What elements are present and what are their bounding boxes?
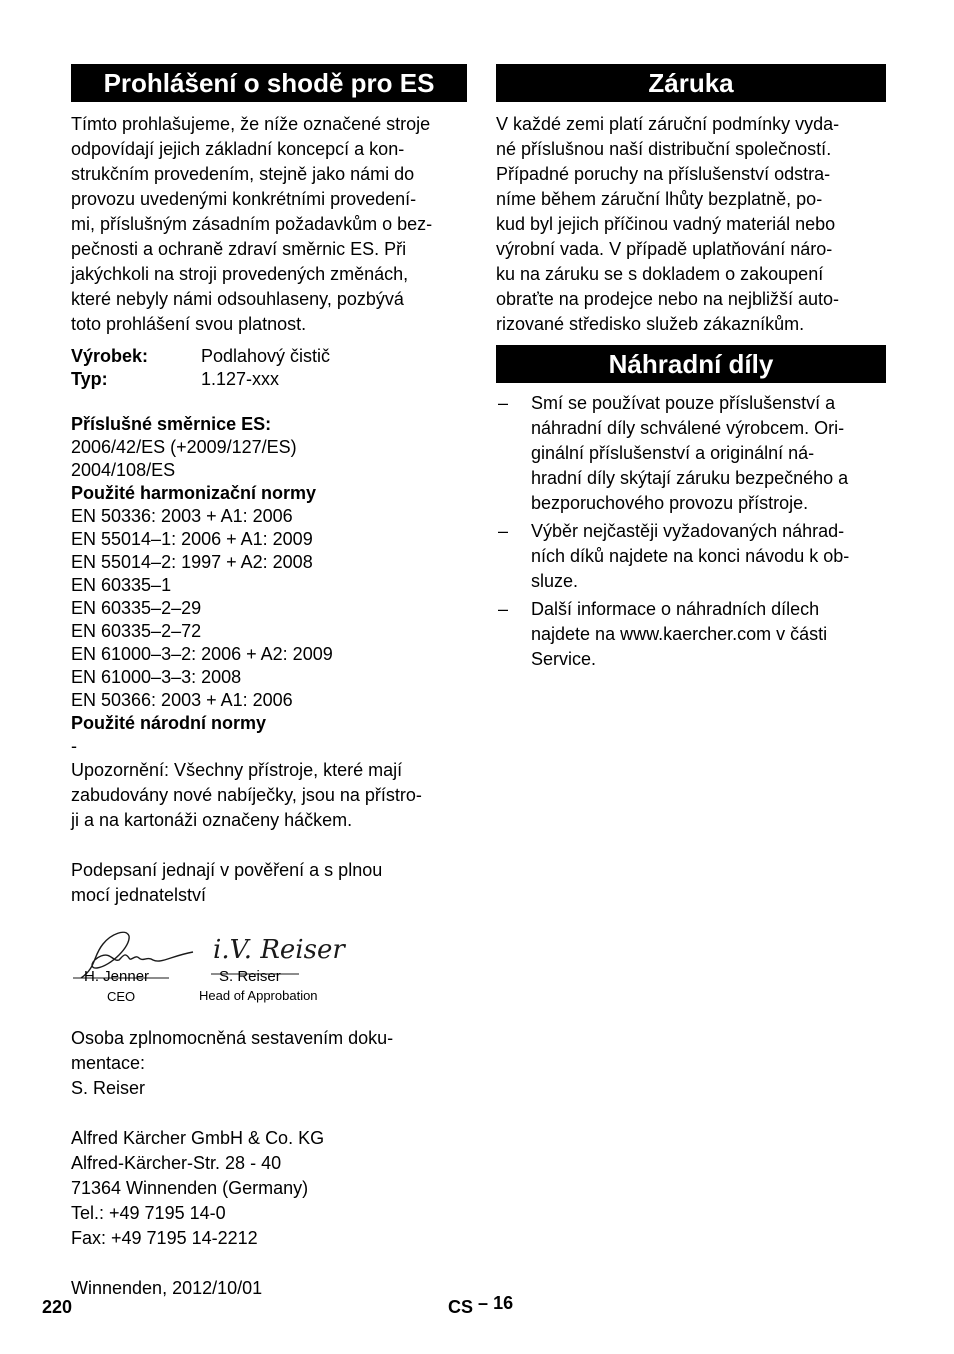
text-line: Další informace o náhradních dílech xyxy=(531,599,820,619)
dash-bullet: – xyxy=(498,393,509,413)
standard-item: EN 60335–1 xyxy=(71,575,172,595)
text-line: Výběr nejčastěji vyžadovaných náhrad- xyxy=(531,521,845,541)
standards-block xyxy=(71,413,467,758)
signature-reiser: i.V. Reiser xyxy=(213,935,345,965)
place-date: Winnenden, 2012/10/01 xyxy=(71,1278,263,1298)
spare-parts-list xyxy=(496,391,886,672)
text-line: Alfred Kärcher GmbH & Co. KG xyxy=(71,1128,325,1148)
text-line: provozu uvedenými konkrétními provedení- xyxy=(71,189,417,209)
directive-item: 2004/108/ES xyxy=(71,460,176,480)
right-column xyxy=(496,64,886,675)
product-label: Výrobek: xyxy=(71,346,149,366)
standard-item: EN 60335–2–72 xyxy=(71,621,202,641)
product-row xyxy=(71,345,467,368)
warranty-heading: Záruka xyxy=(496,64,886,102)
type-value: 1.127-xxx xyxy=(201,369,280,389)
directives-label: Příslušné směrnice ES: xyxy=(71,414,272,434)
declaration-text xyxy=(71,112,467,337)
text-line: Případné poruchy na příslušenství odstra- xyxy=(496,164,831,184)
page-number: 220 xyxy=(42,1297,73,1317)
text-line: strukčním provedením, stejně jako námi do xyxy=(71,164,415,184)
authorized-person xyxy=(71,1026,467,1101)
text-line: ji a na kartonáži označeny háčkem. xyxy=(71,810,353,830)
notice-text xyxy=(71,758,467,833)
standard-item: EN 55014–2: 1997 + A2: 2008 xyxy=(71,552,313,572)
left-column xyxy=(71,64,467,1301)
text-line: bezporuchového provozu přístroje. xyxy=(531,493,809,513)
harmonized-label: Použité harmonizační normy xyxy=(71,483,317,503)
national-value: - xyxy=(71,736,77,756)
text-line: Service. xyxy=(531,649,597,669)
text-line: jakýchkoli na stroji provedených změnách, xyxy=(71,264,409,284)
text-line: V každé zemi platí záruční podmínky vyda- xyxy=(496,114,840,134)
standard-item: EN 55014–1: 2006 + A1: 2009 xyxy=(71,529,313,549)
signatures xyxy=(71,916,467,1026)
text-line: Osoba zplnomocněná sestavením doku- xyxy=(71,1028,394,1048)
dash-bullet: – xyxy=(498,599,509,619)
text-line: odpovídají jejich základní koncepcí a kon- xyxy=(71,139,405,159)
signer-jenner-role: CEO xyxy=(107,989,136,1004)
company-address xyxy=(71,1126,467,1251)
text-line: Podepsaní jednají v pověření a s plnou xyxy=(71,860,383,880)
section-code: CS xyxy=(448,1297,474,1317)
standard-item: EN 60335–2–29 xyxy=(71,598,202,618)
local-page-number: 16 xyxy=(493,1293,514,1313)
product-value: Podlahový čistič xyxy=(201,346,331,366)
text-line: mi, příslušným zásadním požadavkům o bez- xyxy=(71,214,433,234)
text-line: Alfred-Kärcher-Str. 28 - 40 xyxy=(71,1153,282,1173)
text-line: Fax: +49 7195 14-2212 xyxy=(71,1228,258,1248)
text-line: né příslušnou naší distribuční společností. xyxy=(496,139,832,159)
footer-separator: – xyxy=(478,1293,489,1313)
text-line: Upozornění: Všechny přístroje, které mají xyxy=(71,760,403,780)
type-label: Typ: xyxy=(71,369,108,389)
text-line: obraťte na prodejce nebo na nejbližší auto- xyxy=(496,289,839,309)
text-line: rizované středisko služeb zákazníkům. xyxy=(496,314,805,334)
list-item xyxy=(496,519,886,594)
text-line: najdete na www.kaercher.com v části xyxy=(531,624,828,644)
list-item xyxy=(496,597,886,672)
text-line: ku na záruku se s dokladem o zakoupení xyxy=(496,264,824,284)
standard-item: EN 50336: 2003 + A1: 2006 xyxy=(71,506,293,526)
text-line: ních díků najdete na konci návodu k ob- xyxy=(531,546,850,566)
text-line: výrobní vada. V případě uplatňování náro- xyxy=(496,239,833,259)
footer-section xyxy=(448,1293,514,1318)
text-line: sluze. xyxy=(531,571,579,591)
text-line: mentace: xyxy=(71,1053,146,1073)
text-line: 71364 Winnenden (Germany) xyxy=(71,1178,309,1198)
text-line: zabudovány nové nabíječky, jsou na přístro- xyxy=(71,785,422,805)
standard-item: EN 50366: 2003 + A1: 2006 xyxy=(71,690,293,710)
text-line: pečnosti a ochraně zdraví směrnic ES. Při xyxy=(71,239,407,259)
standard-item: EN 61000–3–3: 2008 xyxy=(71,667,242,687)
text-line: S. Reiser xyxy=(71,1078,146,1098)
list-item xyxy=(496,391,886,516)
directive-item: 2006/42/ES (+2009/127/ES) xyxy=(71,437,297,457)
ec-declaration-heading: Prohlášení o shodě pro ES xyxy=(71,64,467,102)
text-line: náhradní díly schválené výrobcem. Ori- xyxy=(531,418,845,438)
signers-intro xyxy=(71,858,467,908)
spare-parts-heading: Náhradní díly xyxy=(496,345,886,383)
text-line: Smí se používat pouze příslušenství a xyxy=(531,393,836,413)
text-line: Tel.: +49 7195 14-0 xyxy=(71,1203,226,1223)
standard-item: EN 61000–3–2: 2006 + A2: 2009 xyxy=(71,644,333,664)
warranty-text xyxy=(496,112,886,337)
text-line: Tímto prohlašujeme, že níže označené stroje xyxy=(71,114,431,134)
section-page xyxy=(478,1293,513,1313)
signer-jenner-name: H. Jenner xyxy=(84,968,150,985)
text-line: hradní díly skýtají záruku bezpečného a xyxy=(531,468,849,488)
text-line: které nebyly námi odsouhlaseny, pozbývá xyxy=(71,289,404,309)
product-spec xyxy=(71,345,467,391)
dash-bullet: – xyxy=(498,521,509,541)
text-line: mocí jednatelství xyxy=(71,885,207,905)
type-row xyxy=(71,368,467,391)
text-line: níme během záruční lhůty bezplatně, po- xyxy=(496,189,823,209)
text-line: kud byl jejich příčinou vadný materiál nebo xyxy=(496,214,836,234)
signer-reiser-name: S. Reiser xyxy=(219,968,281,985)
national-label: Použité národní normy xyxy=(71,713,267,733)
signer-reiser-role: Head of Approbation xyxy=(199,988,318,1003)
text-line: ginální příslušenství a originální ná- xyxy=(531,443,815,463)
text-line: toto prohlášení svou platnost. xyxy=(71,314,307,334)
